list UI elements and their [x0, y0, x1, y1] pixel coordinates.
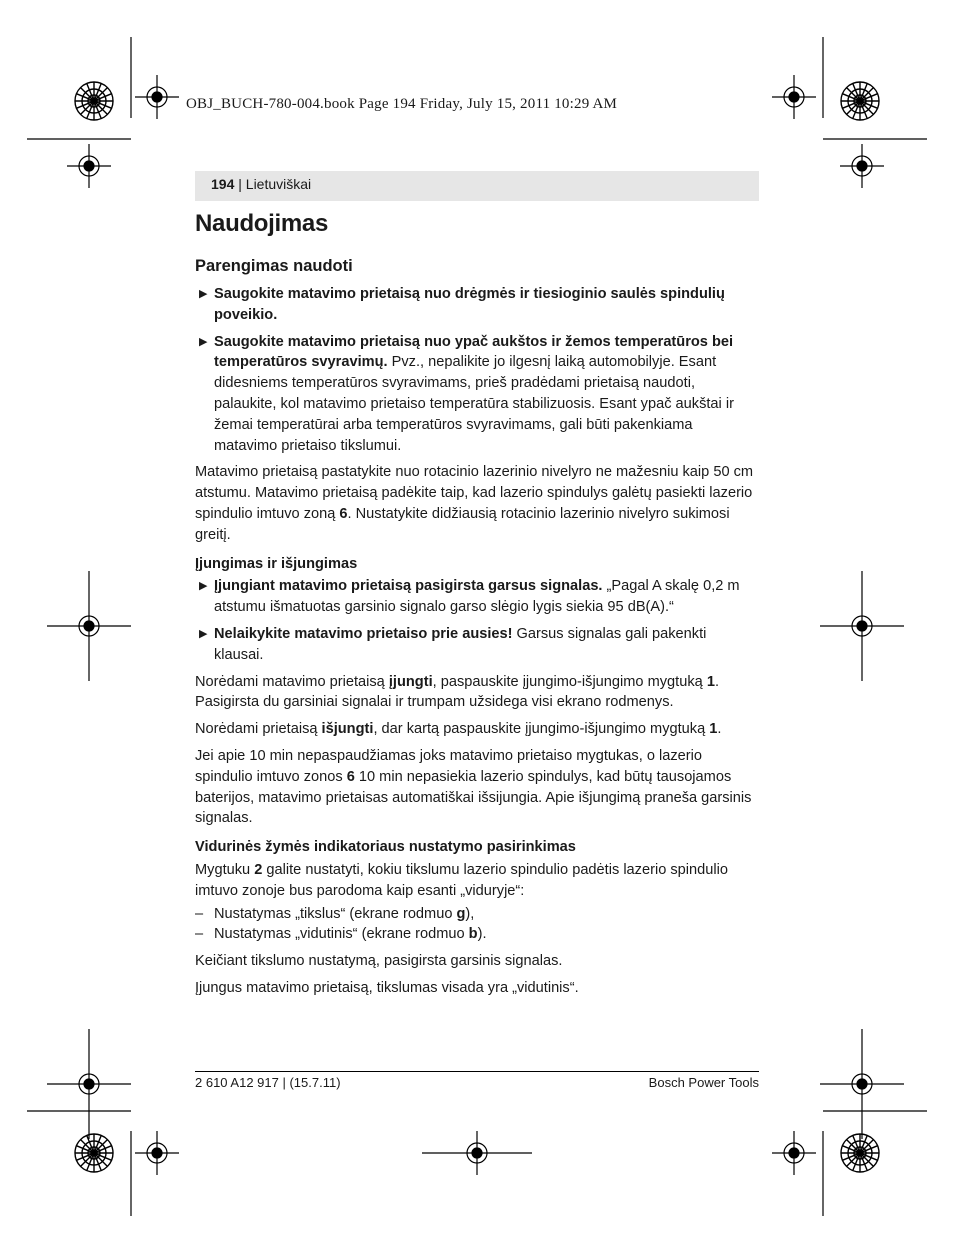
paragraph: Įjungus matavimo prietaisą, tikslumas visada yra „vidutinis“. [195, 979, 579, 996]
section-heading-on-off: Įjungimas ir išjungimas [195, 555, 358, 572]
warning-text: „Pagal A skalę 0,2 m atstumu išmatuotas garsinio signalo garso slėgio lygis siekia 95 dB(A).“ [214, 578, 740, 616]
header-separator: | [234, 176, 246, 192]
paragraph: Norėdami matavimo prietaisą įjungti, paspauskite įjungimo-išjungimo mygtuką 1. Pasigirsta du garsiniai signalai ir trumpam užsidega visi ekrano rodmenys. [195, 673, 719, 711]
triangle-bullet-icon: ▶ [199, 335, 208, 348]
print-slug: OBJ_BUCH-780-004.book Page 194 Friday, July 15, 2011 10:29 AM [186, 96, 618, 112]
warning-text: Garsus signalas gali pakenkti klausai. [214, 625, 707, 663]
warning-bold-text: Įjungiant matavimo prietaisą pasigirsta garsus signalas. [214, 578, 603, 595]
page-number: 194 [211, 176, 235, 192]
footer-divider [195, 1071, 759, 1072]
triangle-bullet-icon: ▶ [199, 288, 208, 300]
warning-bullet [195, 624, 759, 666]
triangle-bullet-icon: ▶ [199, 627, 208, 640]
warning-text: Pvz., nepalikite jo ilgesnį laiką automobilyje. Esant didesniems temperatūros svyravimams, prieš pradėdami prietaisą naudoti, palaukite, kol matavimo prietaiso temperatūra stabilizuosis. Esant ypač aukštai ir žemai temperatūrai arba temperatūros svyravimams, gali būti pakenkiama matavimo prietaiso tikslumui. [214, 354, 734, 454]
warning-bullet [195, 332, 759, 457]
section-heading-center-indicator: Vidurinės žymės indikatoriaus nustatymo pasirinkimas [195, 839, 576, 856]
warning-bold-text: Nelaikykite matavimo prietaiso prie ausies! [214, 625, 513, 642]
list-item: – Nustatymas „vidutinis“ (ekrane rodmuo b). [195, 926, 487, 943]
paragraph: Mygtuku 2 galite nustatyti, kokiu tikslumu lazerio spindulio padėtis lazerio spindulio imtuvo zonoje bus parodoma kaip esanti „viduryje“: [195, 861, 728, 899]
paragraph: Jei apie 10 min nepaspaudžiamas joks matavimo prietaiso mygtukas, o lazerio spindulio imtuvo zonos 6 10 min nepasiekia lazerio spindulys, kad būtų tausojamos baterijos, matavimo prietaisas automatiškai išsijungia. Apie išjungimą praneša garsinis signalas. [195, 747, 752, 827]
footer-brand: Bosch Power Tools [648, 1075, 759, 1090]
warning-bold-text: Saugokite matavimo prietaisą nuo drėgmės ir tiesioginio saulės spindulių poveikio. [214, 286, 725, 323]
triangle-bullet-icon: ▶ [199, 580, 208, 593]
paragraph: Norėdami prietaisą išjungti, dar kartą paspauskite įjungimo-išjungimo mygtuką 1. [195, 721, 722, 738]
page-title: Naudojimas [195, 210, 329, 237]
page-header [211, 176, 311, 192]
section-heading-preparation: Parengimas naudoti [195, 257, 353, 275]
paragraph: Keičiant tikslumo nustatymą, pasigirsta garsinis signalas. [195, 953, 563, 970]
paragraph: Matavimo prietaisą pastatykite nuo rotacinio lazerinio nivelyro ne mažesniu kaip 50 cm atstumu. Matavimo prietaisą padėkite taip, kad lazerio spindulys galėtų pasiekti lazerio spindulio imtuvo zoną 6. Nustatykite didžiausią rotacinio lazerinio nivelyro sukimosi greitį. [195, 464, 754, 543]
warning-bullet [195, 284, 759, 326]
warning-bold-text: Saugokite matavimo prietaisą nuo ypač aukštos ir žemos temperatūros bei temperatūros svyravimų. [214, 333, 734, 371]
header-language: Lietuviškai [245, 176, 312, 192]
list-item: – Nustatymas „tikslus“ (ekrane rodmuo g), [195, 905, 475, 922]
footer-doc-number: 2 610 A12 917 | (15.7.11) [195, 1075, 341, 1090]
warning-bullet [195, 576, 759, 618]
page-content [195, 207, 759, 1005]
